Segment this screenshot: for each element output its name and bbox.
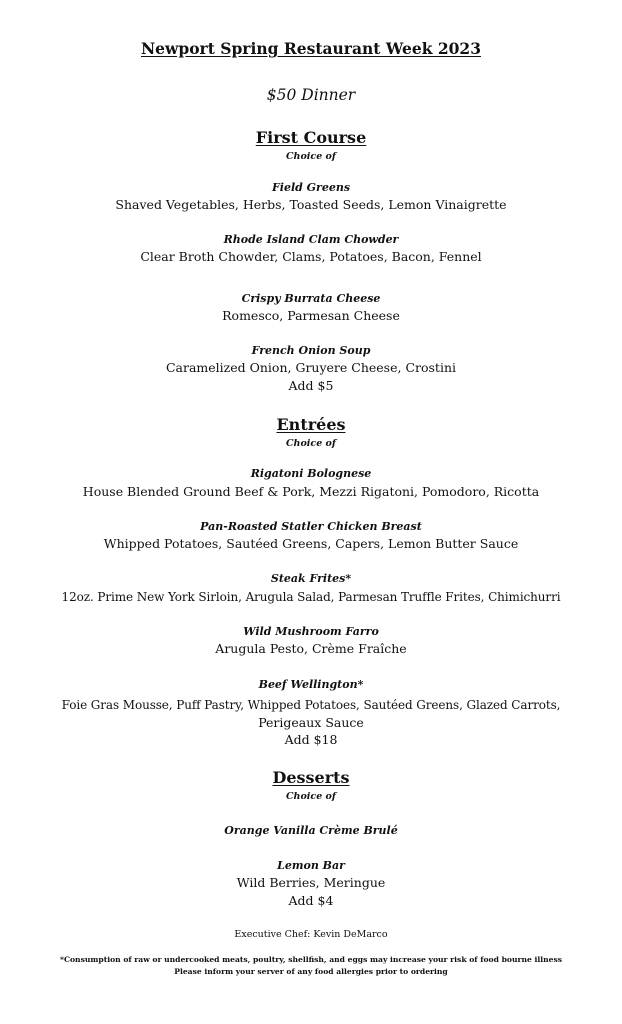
executive-chef: Executive Chef: Kevin DeMarco [234, 929, 388, 940]
dish-description: Romesco, Parmesan Cheese [222, 308, 400, 323]
dish-addon-price: Add $5 [288, 378, 334, 393]
dish-description: Foie Gras Mousse, Puff Pastry, Whipped Potatoes, Sautéed Greens, Glazed Carrots, [61, 698, 561, 712]
dish-name: Rigatoni Bolognese [250, 467, 372, 480]
menu-price: $50 Dinner [266, 86, 356, 104]
dish-name: Beef Wellington* [258, 678, 364, 691]
section-choice-note: Choice of [286, 791, 336, 802]
dish-description: Whipped Potatoes, Sautéed Greens, Capers, Lemon Butter Sauce [103, 536, 519, 551]
dish-name: French Onion Soup [251, 344, 371, 357]
dish-description: 12oz. Prime New York Sirloin, Arugula Salad, Parmesan Truffle Frites, Chimichurri [61, 590, 561, 604]
section-choice-note: Choice of [286, 438, 336, 449]
dish-name: Rhode Island Clam Chowder [223, 233, 399, 246]
allergy-notice: Please inform your server of any food allergies prior to ordering [174, 967, 448, 976]
section-heading-first-course: First Course [255, 128, 367, 147]
dish-addon-price: Add $4 [288, 893, 334, 908]
food-safety-disclaimer: *Consumption of raw or undercooked meats, poultry, shellfish, and eggs may increase your risk of food bourne illness [59, 955, 563, 964]
dish-name: Orange Vanilla Crème Brulé [224, 824, 398, 837]
dish-description: House Blended Ground Beef & Pork, Mezzi Rigatoni, Pomodoro, Ricotta [82, 484, 540, 499]
dish-addon-price: Add $18 [284, 732, 338, 747]
dish-name: Wild Mushroom Farro [243, 625, 379, 638]
section-choice-note: Choice of [286, 151, 336, 162]
dish-description: Arugula Pesto, Crème Fraîche [215, 641, 407, 656]
dish-name: Pan-Roasted Statler Chicken Breast [200, 520, 422, 533]
dish-description: Clear Broth Chowder, Clams, Potatoes, Bacon, Fennel [140, 249, 482, 264]
dish-name: Crispy Burrata Cheese [241, 292, 381, 305]
dish-description: Wild Berries, Meringue [236, 875, 386, 890]
dish-name: Field Greens [271, 181, 351, 194]
dish-description: Caramelized Onion, Gruyere Cheese, Crostini [165, 360, 456, 375]
section-heading-desserts: Desserts [272, 768, 350, 787]
dish-name: Lemon Bar [277, 859, 345, 872]
dish-name: Steak Frites* [270, 572, 352, 585]
dish-description-continued: Perigeaux Sauce [258, 715, 364, 730]
section-heading-entrees: Entrées [276, 415, 346, 434]
menu-title: Newport Spring Restaurant Week 2023 [141, 39, 481, 58]
dish-description: Shaved Vegetables, Herbs, Toasted Seeds, Lemon Vinaigrette [115, 197, 507, 212]
